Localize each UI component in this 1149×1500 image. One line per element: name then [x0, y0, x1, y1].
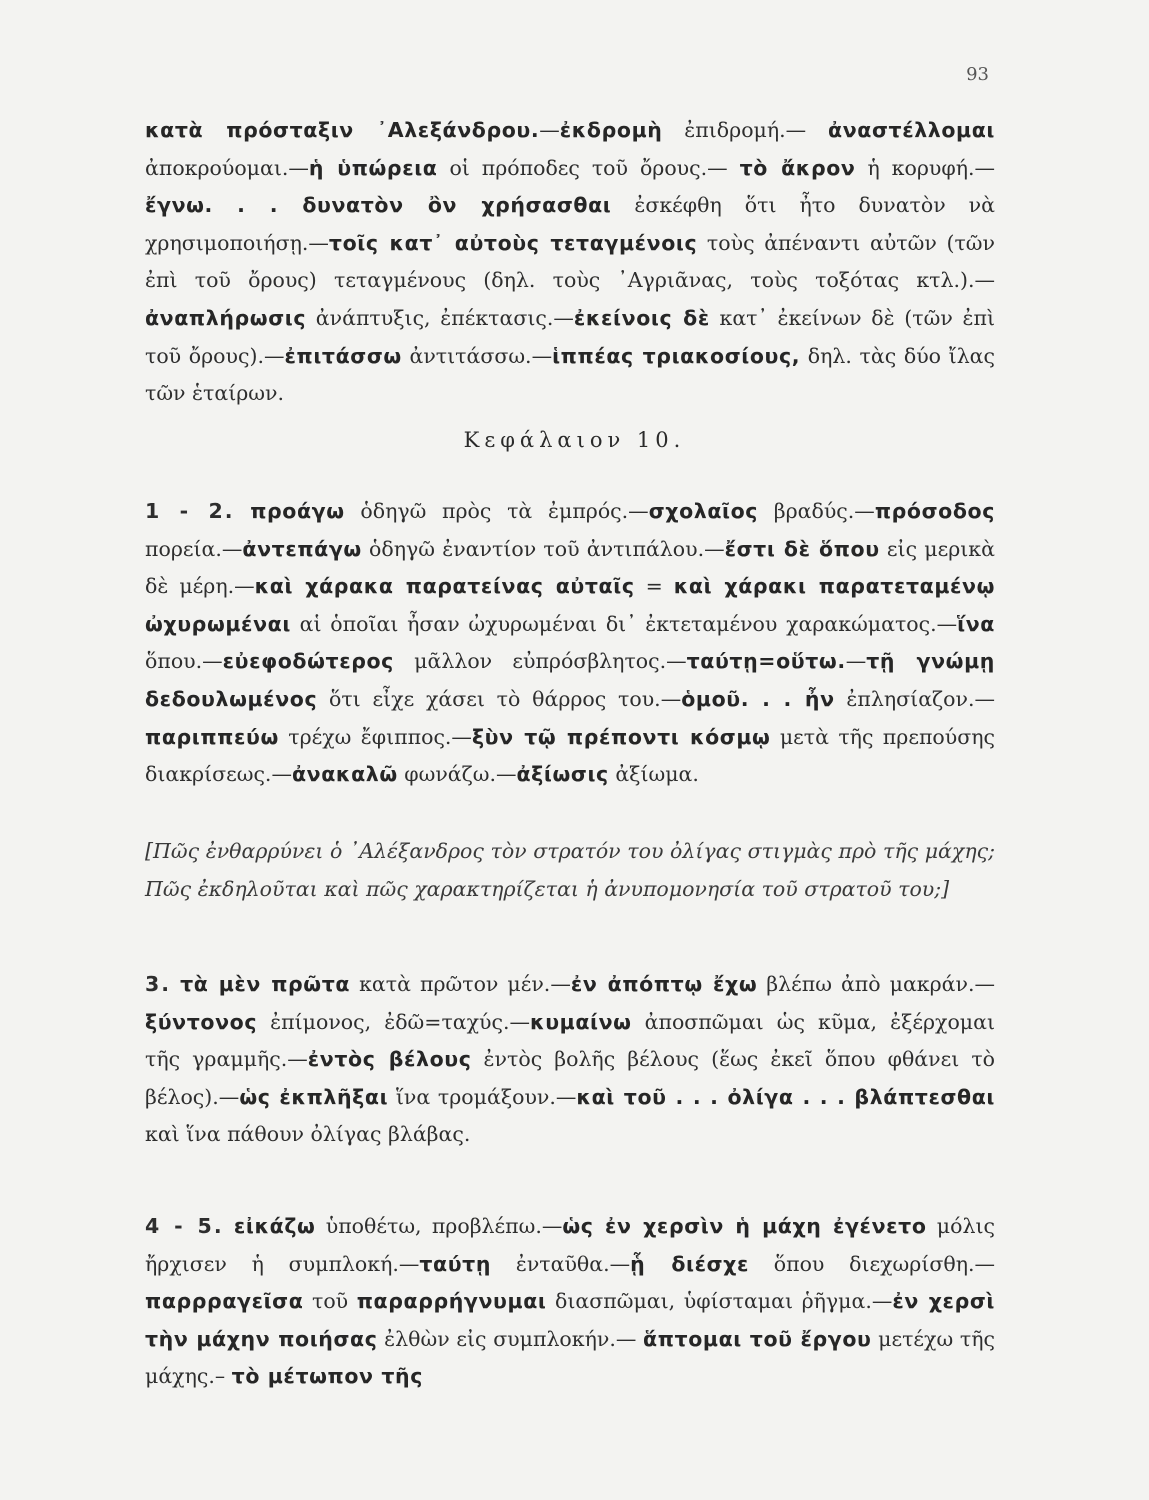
- term: ἐκείνοις δὲ: [573, 305, 710, 330]
- glossary-paragraph: 1 - 2. προάγω ὁδηγῶ πρὸς τὰ ἐμπρός.—σχολαῖος βραδύς.—πρόσοδος πορεία.—ἀντεπάγω ὁδηγῶ ἐναντίον τοῦ ἀντιπάλου.—ἔστι δὲ ὅπου εἰς μερικὰ δὲ μέρη.—καὶ χάρακα παρατείνας αὐταῖς = καὶ χάρακι παρατεταμένῳ ὠχυρωμέναι αἱ ὁποῖαι ἦσαν ὠχυρωμέναι δι᾽ ἐκτεταμένου χαρακώματος.—ἵνα ὅπου.—εὐεφοδώτερος μᾶλλον εὐπρόσβλητος.—ταύτῃ=οὕτω.—τῇ γνώμῃ δεδουλωμένος ὅτι εἶχε χάσει τὸ θάρρος του.—ὁμοῦ. . . ἦν ἐπλησίαζον.—παριππεύω τρέχω ἔφιππος.—ξὺν τῷ πρέποντι κόσμῳ μετὰ τῆς πρεπούσης διακρίσεως.—ἀνακαλῶ φωνάζω.—ἀξίωσις ἀξίωμα.: [145, 499, 995, 787]
- term: κατὰ πρόσταξιν ᾿Αλεξάνδρου.: [145, 118, 540, 142]
- term: ἀναπλήρωσις: [145, 305, 307, 330]
- glossary-section-4-5: [145, 1208, 995, 1396]
- term: τοῖς κατ᾽ αὐτοὺς τεταγμένοις: [328, 230, 698, 255]
- term: ἡ ὑπώρεια: [308, 155, 438, 180]
- term: τὸ ἄκρον: [739, 155, 856, 180]
- page-number: 93: [966, 64, 989, 85]
- glossary-paragraph: κατὰ πρόσταξιν ᾿Αλεξάνδρου.—ἐκδρομὴ ἐπιδρομή.— ἀναστέλλομαι ἀποκρούομαι.—ἡ ὑπώρεια οἱ πρόποδες τοῦ ὄρους.— τὸ ἄκρον ἡ κορυφή.—ἔγνω. . . δυνατὸν ὂν χρήσασθαι ἐσκέφθη ὅτι ἦτο δυνατὸν νὰ χρησιμοποιήσῃ.—τοῖς κατ᾽ αὐτοὺς τεταγμένοις τοὺς ἀπέναντι αὐτῶν (τῶν ἐπὶ τοῦ ὄρους) τεταγμένους (δηλ. τοὺς ᾿Αγριᾶνας, τοὺς τοξότας κτλ.).—ἀναπλήρωσις ἀνάπτυξις, ἐπέκτασις.—ἐκείνοις δὲ κατ᾽ ἐκείνων δὲ (τῶν ἐπὶ τοῦ ὄρους).—ἐπιτάσσω ἀντιτάσσω.—ἱππέας τριακοσίους, δηλ. τὰς δύο ἴλας τῶν ἑταίρων.: [145, 118, 996, 406]
- glossary-section-3: [145, 966, 995, 1154]
- term: ἱππέας τριακοσίους,: [552, 343, 801, 368]
- glossary-paragraph: 3. τὰ μὲν πρῶτα κατὰ πρῶτον μέν.—ἐν ἀπόπτῳ ἔχω βλέπω ἀπὸ μακράν.—ξύντονος ἐπίμονος, ἐδῶ=ταχύς.—κυμαίνω ἀποσπῶμαι ὡς κῦμα, ἐξέρχομαι τῆς γραμμῆς.—ἐντὸς βέλους ἐντὸς βολῆς βέλους (ἕως ἐκεῖ ὅπου φθάνει τὸ βέλος).—ὡς ἐκπλῆξαι ἵνα τρομάξουν.—καὶ τοῦ . . . ὀλίγα . . . βλάπτεσθαι καὶ ἵνα πάθουν ὀλίγας βλάβας.: [145, 972, 995, 1147]
- term: ἐπιτάσσω: [284, 343, 402, 368]
- review-question: [Πῶς ἐνθαρρύνει ὁ ᾿Αλέξανδρος τὸν στρατόν του ὀλίγας στιγμὰς πρὸ τῆς μάχης; Πῶς ἐκδηλοῦται καὶ πῶς χαρακτηρίζεται ἡ ἀνυπομονησία τοῦ στρατοῦ του;]: [145, 839, 995, 901]
- term: ἔγνω. . . δυνατὸν ὂν χρήσασθαι: [145, 193, 612, 218]
- chapter-heading: Κεφάλαιον 10.: [463, 428, 686, 452]
- glossary-section-1-2: [145, 493, 995, 794]
- glossary-block-intro: [145, 112, 995, 413]
- section-number: 1 - 2.: [145, 499, 235, 523]
- glossary-paragraph: 4 - 5. εἰκάζω ὑποθέτω, προβλέπω.—ὡς ἐν χερσὶν ἡ μάχη ἐγένετο μόλις ἤρχισεν ἡ συμπλοκή.—ταύτῃ ἐνταῦθα.—ᾗ διέσχε ὅπου διεχωρίσθη.—παρρραγεῖσα τοῦ παραρρήγνυμαι διασπῶμαι, ὑφίσταμαι ῥῆγμα.—ἐν χερσὶ τὴν μάχην ποιήσας ἐλθὼν εἰς συμπλοκήν.— ἅπτομαι τοῦ ἔργου μετέχω τῆς μάχης.– τὸ μέτωπον τῆς: [145, 1214, 995, 1389]
- term: ἀναστέλλομαι: [828, 118, 995, 142]
- section-number: 3.: [145, 972, 172, 996]
- term: ἐκδρομὴ: [559, 118, 663, 142]
- section-number: 4 - 5.: [145, 1214, 224, 1238]
